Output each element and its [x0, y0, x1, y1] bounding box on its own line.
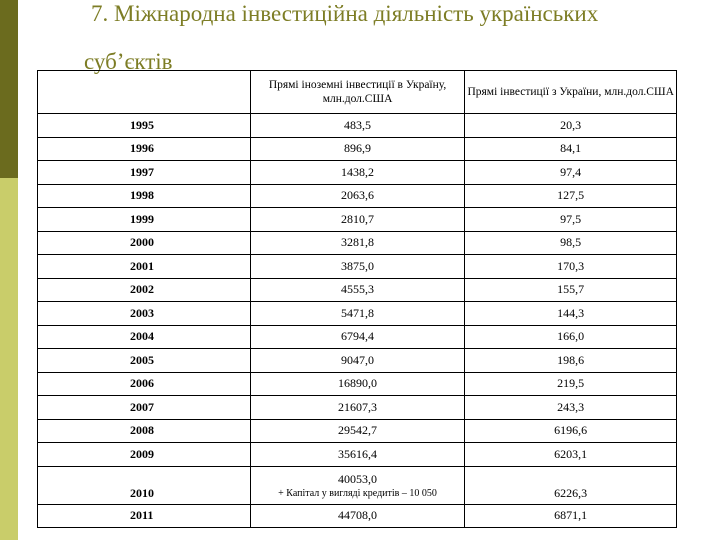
fdi-out-cell: 6226,3: [465, 466, 677, 504]
year-cell: 2010: [38, 466, 251, 504]
investment-table: [37, 70, 677, 528]
table-row: [38, 231, 677, 255]
table-row: [38, 302, 677, 326]
fdi-out-cell: 219,5: [465, 372, 677, 396]
fdi-out-cell: 155,7: [465, 278, 677, 302]
fdi-in-cell: 2063,6: [250, 184, 465, 208]
table-row: [38, 419, 677, 443]
table-row: [38, 325, 677, 349]
sidebar-accent-light: [0, 178, 18, 540]
table-row: [38, 114, 677, 138]
fdi-in-cell: 5471,8: [250, 302, 465, 326]
table-row: [38, 278, 677, 302]
table-row: [38, 396, 677, 420]
fdi-out-cell: 20,3: [465, 114, 677, 138]
table-row: [38, 443, 677, 467]
fdi-in-credit-note: + Капітал у вигляді кредитів – 10 050: [278, 487, 437, 499]
fdi-in-value: 40053,0: [338, 471, 378, 486]
title-line-1: 7. Міжнародна інвестиційна діяльність українських: [91, 1, 599, 26]
fdi-out-cell: 97,5: [465, 208, 677, 232]
fdi-out-cell: 6203,1: [465, 443, 677, 467]
year-cell: 2003: [38, 302, 251, 326]
table-row: [38, 255, 677, 279]
year-cell: 2006: [38, 372, 251, 396]
table-row: [38, 161, 677, 185]
fdi-out-cell: 170,3: [465, 255, 677, 279]
table-row: [38, 208, 677, 232]
table-header-row: [38, 71, 677, 114]
fdi-out-cell: 166,0: [465, 325, 677, 349]
table-row: [38, 372, 677, 396]
table-row: [38, 466, 677, 504]
fdi-in-cell: 35616,4: [250, 443, 465, 467]
fdi-in-cell: 483,5: [250, 114, 465, 138]
table-row: [38, 349, 677, 373]
header-fdi-out: Прямі інвестиції з України, млн.дол.США: [465, 71, 677, 114]
fdi-in-cell: 2810,7: [250, 208, 465, 232]
year-cell: 2005: [38, 349, 251, 373]
year-cell: 1999: [38, 208, 251, 232]
year-cell: 2009: [38, 443, 251, 467]
year-cell: 2007: [38, 396, 251, 420]
fdi-in-cell: 1438,2: [250, 161, 465, 185]
fdi-out-cell: 84,1: [465, 137, 677, 161]
table-row: [38, 504, 677, 528]
fdi-in-cell: 6794,4: [250, 325, 465, 349]
fdi-out-cell: 97,4: [465, 161, 677, 185]
year-cell: 2008: [38, 419, 251, 443]
table-row: [38, 184, 677, 208]
investment-table-container: [37, 70, 677, 528]
year-cell: 1995: [38, 114, 251, 138]
year-cell: 2011: [38, 504, 251, 528]
sidebar-accent-dark: [0, 0, 18, 178]
fdi-out-cell: 6871,1: [465, 504, 677, 528]
year-cell: 2002: [38, 278, 251, 302]
fdi-in-cell: 29542,7: [250, 419, 465, 443]
fdi-out-cell: 98,5: [465, 231, 677, 255]
fdi-in-cell: 16890,0: [250, 372, 465, 396]
year-cell: 2004: [38, 325, 251, 349]
fdi-in-cell: 44708,0: [250, 504, 465, 528]
year-cell: 1997: [38, 161, 251, 185]
fdi-in-cell: 9047,0: [250, 349, 465, 373]
header-year: [38, 71, 251, 114]
header-fdi-in: Прямі іноземні інвестиції в Україну, млн.дол.США: [250, 71, 465, 114]
fdi-in-cell-with-note: [250, 466, 465, 504]
fdi-in-cell: 4555,3: [250, 278, 465, 302]
year-cell: 1996: [38, 137, 251, 161]
fdi-in-cell: 3281,8: [250, 231, 465, 255]
fdi-out-cell: 6196,6: [465, 419, 677, 443]
title-line-2: суб’єктів: [84, 49, 173, 74]
fdi-in-cell: 896,9: [250, 137, 465, 161]
fdi-out-cell: 198,6: [465, 349, 677, 373]
year-cell: 1998: [38, 184, 251, 208]
fdi-out-cell: 127,5: [465, 184, 677, 208]
fdi-in-cell: 3875,0: [250, 255, 465, 279]
table-row: [38, 137, 677, 161]
fdi-out-cell: 144,3: [465, 302, 677, 326]
year-cell: 2000: [38, 231, 251, 255]
fdi-in-cell: 21607,3: [250, 396, 465, 420]
year-cell: 2001: [38, 255, 251, 279]
fdi-out-cell: 243,3: [465, 396, 677, 420]
